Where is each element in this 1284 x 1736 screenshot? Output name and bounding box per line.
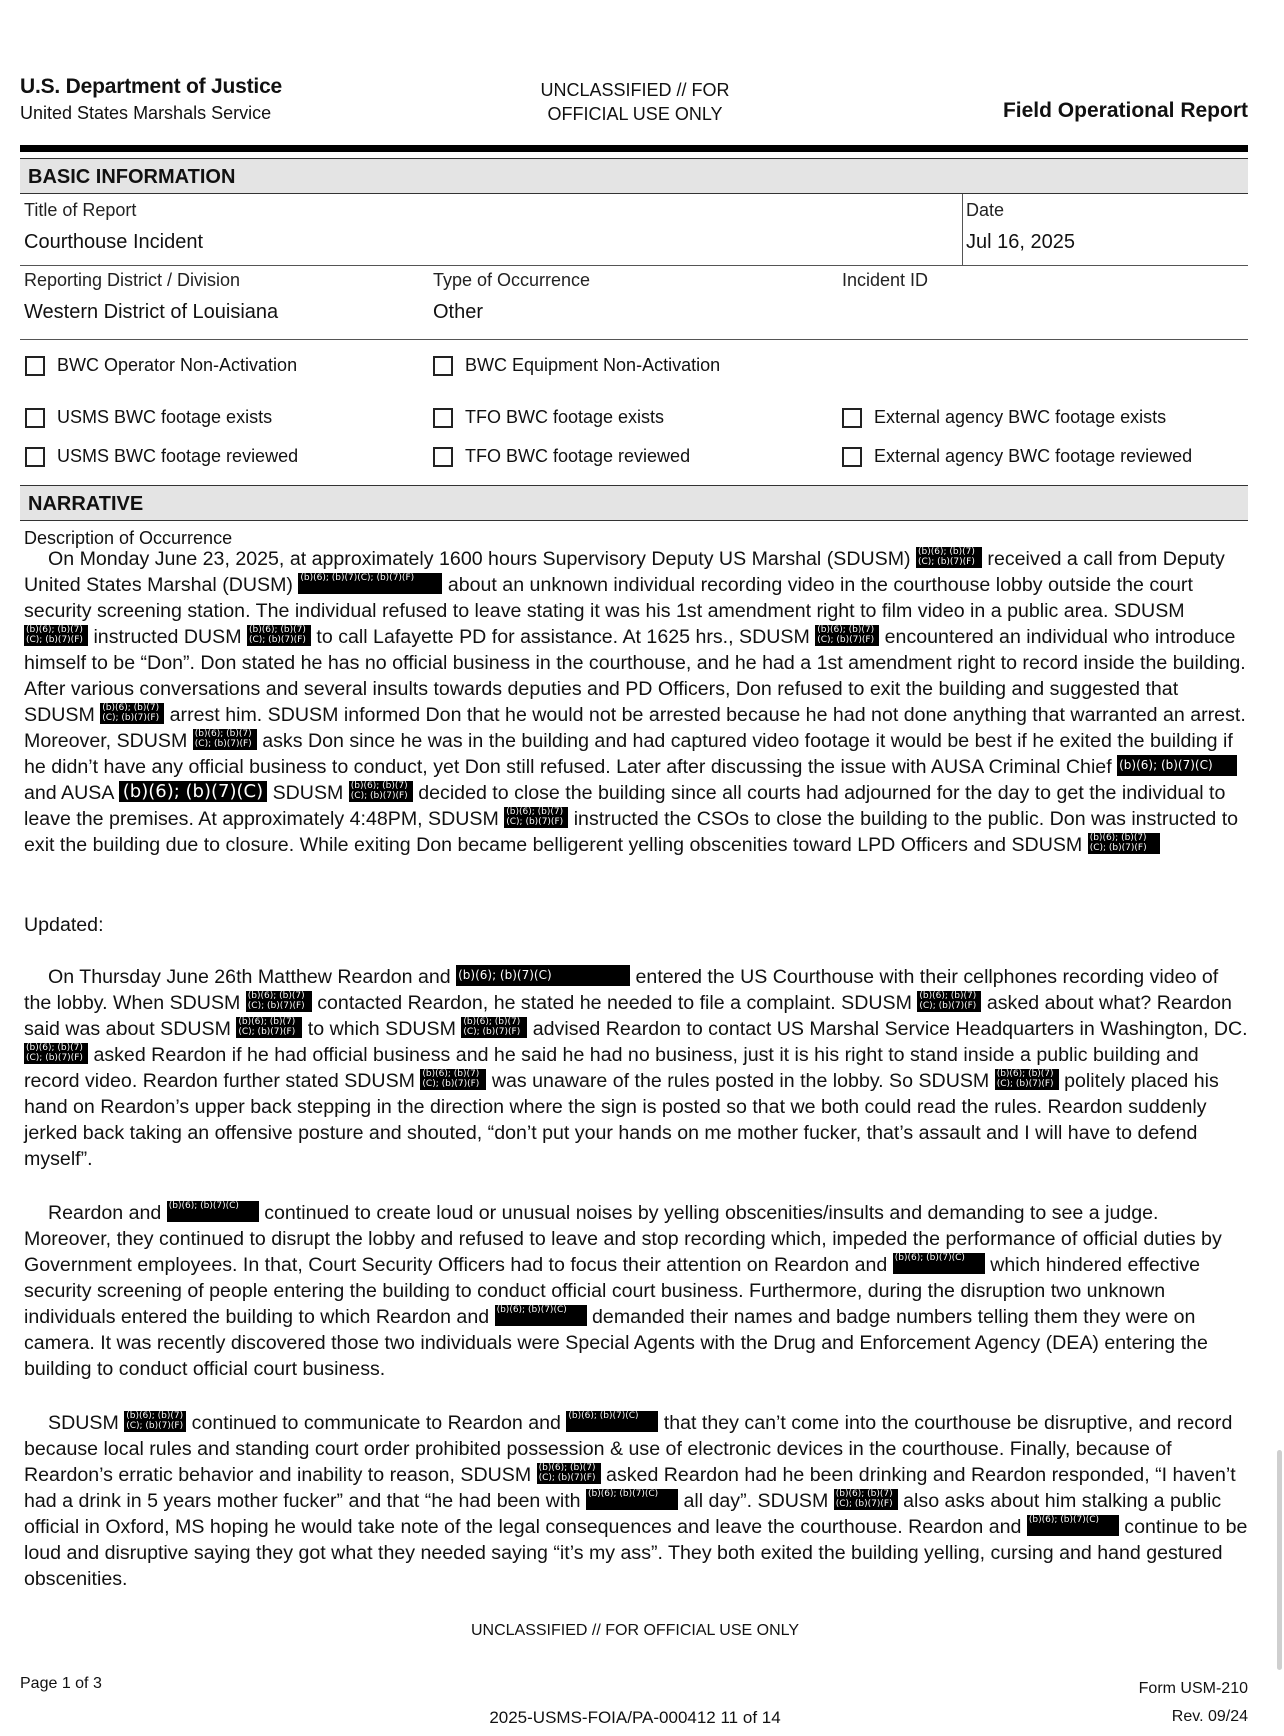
- redaction-block: (b)(6); (b)(7)(C); (b)(7)(F): [124, 1411, 186, 1432]
- narrative-text: that they can’t come into the courthouse be disruptive, and record because local rules and standing court order prohibited possession & use of electronic devices in the courthouse. Finally, because of Reardon’s erratic behavior and inability to reason, SDUSM: [24, 1412, 1233, 1486]
- district-label: Reporting District / Division: [24, 270, 241, 290]
- checkbox-label: TFO BWC footage exists: [465, 407, 665, 427]
- checkbox-bwc-operator-non-activation[interactable]: [25, 355, 297, 376]
- redaction-block: (b)(6); (b)(7)(C); (b)(7)(F): [537, 1463, 601, 1484]
- narrative-paragraph-2: [24, 964, 1250, 1172]
- redaction-block: (b)(6); (b)(7)(C); (b)(7)(F): [298, 573, 442, 594]
- redaction-block: (b)(6); (b)(7)(C); (b)(7)(F): [916, 547, 982, 568]
- district-field: [24, 270, 278, 324]
- checkbox-tfo-bwc-footage-exists[interactable]: [433, 407, 664, 428]
- title-value: Courthouse Incident: [24, 231, 204, 253]
- bates-number: 2025-USMS-FOIA/PA-000412 11 of 14: [489, 1708, 781, 1727]
- narrative-text: contacted Reardon, he stated he needed to file a complaint. SDUSM: [311, 992, 918, 1014]
- narrative-text: and AUSA: [24, 782, 119, 804]
- redaction-block: (b)(6); (b)(7)(C): [495, 1305, 587, 1326]
- redaction-block: (b)(6); (b)(7)(C); (b)(7)(F): [834, 1489, 898, 1510]
- redaction-block: (b)(6); (b)(7)(C); (b)(7)(F): [420, 1069, 486, 1090]
- redaction-block: (b)(6); (b)(7)(C): [893, 1253, 985, 1274]
- checkbox-usms-bwc-footage-exists[interactable]: [25, 407, 272, 428]
- checkbox-label: USMS BWC footage reviewed: [57, 446, 299, 466]
- classification-header: [500, 78, 770, 126]
- checkbox-label: BWC Equipment Non-Activation: [465, 355, 721, 375]
- checkbox-usms-bwc-footage-reviewed[interactable]: [25, 446, 298, 467]
- redaction-block: (b)(6); (b)(7)(C); (b)(7)(F): [100, 703, 164, 724]
- narrative-text: received a call from Deputy United States Marshal (DUSM): [24, 548, 1225, 596]
- narrative-text: about an unknown individual recording video in the courthouse lobby outside the court security screening station. The individual refused to leave stating it was his 1st amendment right to film video in a public area. SDUSM: [24, 574, 1193, 622]
- checkbox-label: TFO BWC footage reviewed: [465, 446, 691, 466]
- checkbox-box[interactable]: [842, 447, 862, 467]
- checkbox-bwc-equipment-non-activation[interactable]: [433, 355, 720, 376]
- checkbox-tfo-bwc-footage-reviewed[interactable]: [433, 446, 690, 467]
- redaction-block: (b)(6); (b)(7)(C): [1027, 1515, 1119, 1536]
- redaction-block: (b)(6); (b)(7)(C): [456, 965, 630, 986]
- narrative-text: asked about what? Reardon said was about SDUSM: [24, 992, 1232, 1040]
- narrative-text: which hindered effective security screening of people entering the building to conduct official court business. Furthermore, during the disruption two unknown individuals entered the building to which Reardon and: [24, 1254, 1201, 1328]
- redaction-block: (b)(6); (b)(7)(C); (b)(7)(F): [349, 781, 413, 802]
- narrative-text: SDUSM: [48, 1412, 125, 1434]
- narrative-text: to call Lafayette PD for assistance. At 1625 hrs., SDUSM: [310, 626, 816, 648]
- narrative-text: entered the US Courthouse with their cellphones recording video of the lobby. When SDUSM: [24, 966, 1219, 1014]
- date-label: Date: [966, 200, 1005, 220]
- checkbox-box[interactable]: [433, 356, 453, 376]
- narrative-text: Reardon and: [48, 1202, 167, 1224]
- redaction-block: (b)(6); (b)(7)(C): [167, 1201, 259, 1222]
- checkbox-label: BWC Operator Non-Activation: [57, 355, 298, 375]
- narrative-text: asked Reardon had he been drinking and Reardon responded, “I haven’t had a drink in 5 years mother fucker” and that “he had been with: [24, 1464, 1236, 1512]
- checkbox-box[interactable]: [842, 408, 862, 428]
- narrative-paragraph-3: [24, 1200, 1250, 1382]
- redaction-block: (b)(6); (b)(7)(C); (b)(7)(F): [1088, 833, 1160, 854]
- redaction-block: (b)(6); (b)(7)(C); (b)(7)(F): [24, 1043, 88, 1064]
- report-type: Field Operational Report: [1002, 99, 1248, 122]
- page-number: Page 1 of 3: [20, 1675, 102, 1692]
- narrative-text: demanded their names and badge numbers telling them they were on camera. It was recently discovered those two individuals were Special Agents with the Drug and Enforcement Agency (DEA) entering the building to conduct official court business.: [24, 1306, 1208, 1380]
- narrative-text: all day”. SDUSM: [678, 1490, 834, 1512]
- occurrence-label: Type of Occurrence: [433, 270, 591, 290]
- narrative-text: continue to be loud and disruptive saying they got what they needed saying “it’s my ass”. They both exited the building yelling, cursing and hand gestured obscenities.: [24, 1516, 1248, 1590]
- redaction-block: (b)(6); (b)(7)(C): [119, 781, 267, 802]
- narrative-text: On Monday June 23, 2025, at approximately 1600 hours Supervisory Deputy US Marshal (SDUSM): [48, 548, 916, 570]
- narrative-text: politely placed his hand on Reardon’s upper back stepping in the direction where the sign is posted so that we both could read the rules. Reardon suddenly jerked back taking an offensive posture and shouted, “don’t put your hands on me mother fucker, that’s assault and I will have to defend myself”.: [24, 1070, 1219, 1170]
- narrative-text: advised Reardon to contact US Marshal Service Headquarters in Washington, DC.: [527, 1018, 1248, 1040]
- occurrence-value: Other: [433, 301, 484, 323]
- narrative-text: On Thursday June 26th Matthew Reardon and: [48, 966, 457, 988]
- form-number: Form USM-210: [1138, 1680, 1248, 1697]
- redaction-block: (b)(6); (b)(7)(C); (b)(7)(F): [995, 1069, 1059, 1090]
- redaction-block: (b)(6); (b)(7)(C); (b)(7)(F): [247, 625, 311, 646]
- checkbox-box[interactable]: [25, 356, 45, 376]
- redaction-block: (b)(6); (b)(7)(C): [586, 1489, 678, 1510]
- narrative-text: asks Don since he was in the building and had captured video footage it would be best if he exited the building if he didn’t have any official business to conduct, yet Don still refused. Later after discussing the issue with AUSA Criminal Chief: [24, 730, 1233, 778]
- narrative-text: was unaware of the rules posted in the lobby. So SDUSM: [486, 1070, 995, 1092]
- checkbox-external-bwc-footage-reviewed[interactable]: [842, 446, 1192, 467]
- narrative-text: SDUSM: [267, 782, 349, 804]
- narrative-text: decided to close the building since all courts had adjourned for the day to get the individual to leave the premises. At approximately 4:48PM, SDUSM: [24, 782, 1226, 830]
- redaction-block: (b)(6); (b)(7)(C); (b)(7)(F): [815, 625, 879, 646]
- narrative-text: encountered an individual who introduce himself to be “Don”. Don stated he has no official business in the courthouse, and he had a 1st amendment right to record inside the building. After various conversations and several insults towards deputies and PD Officers, Don refused to exit the building and suggested that SDUSM: [24, 626, 1246, 726]
- row-divider: [20, 265, 1248, 266]
- narrative-text: continued to create loud or unusual noises by yelling obscenities/insults and demanding to see a judge. Moreover, they continued to disrupt the lobby and refused to leave and stop recording which, impeded the performance of official duties by Government employees. In that, Court Security Officers had to focus their attention on Reardon and: [24, 1202, 1222, 1276]
- checkbox-label: USMS BWC footage exists: [57, 407, 273, 427]
- narrative-text: to which SDUSM: [302, 1018, 462, 1040]
- date-value: Jul 16, 2025: [966, 231, 1075, 253]
- narrative-text: continued to communicate to Reardon and: [186, 1412, 567, 1434]
- narrative-paragraph-1: [24, 546, 1250, 858]
- narrative-text: instructed DUSM: [88, 626, 247, 648]
- title-field: [24, 200, 203, 254]
- narrative-text: instructed the CSOs to close the building to the public. Don was instructed to exit the building due to closure. While exiting Don became belligerent yelling obscenities toward LPD Officers and SDUSM: [24, 808, 1239, 856]
- date-field: [966, 200, 1075, 254]
- incident-id-field: [842, 270, 928, 301]
- redaction-block: (b)(6); (b)(7)(C); (b)(7)(F): [24, 625, 88, 646]
- classification-line-2: OFFICIAL USE ONLY: [547, 104, 723, 124]
- checkbox-label: External agency BWC footage reviewed: [874, 446, 1193, 466]
- redaction-block: (b)(6); (b)(7)(C): [1117, 755, 1237, 776]
- redaction-block: (b)(6); (b)(7)(C); (b)(7)(F): [236, 1017, 302, 1038]
- redaction-block: (b)(6); (b)(7)(C): [566, 1411, 658, 1432]
- narrative-paragraph-4: [24, 1410, 1250, 1592]
- occurrence-field: [433, 270, 590, 324]
- district-value: Western District of Louisiana: [24, 301, 279, 323]
- row-divider: [20, 339, 1248, 340]
- scrollbar[interactable]: [1277, 1450, 1282, 1670]
- checkbox-box[interactable]: [25, 408, 45, 428]
- footer-classification: UNCLASSIFIED // FOR OFFICIAL USE ONLY: [470, 1622, 800, 1639]
- narrative-text: also asks about him stalking a public official in Oxford, MS hoping he would take note of the legal consequences and leave the courthouse. Reardon and: [24, 1490, 1222, 1538]
- agency-block: [20, 75, 282, 124]
- narrative-text: asked Reardon if he had official business and he said he had no business, just it is his right to stand inside a public building and record video. Reardon further stated SDUSM: [24, 1044, 1199, 1092]
- redaction-block: (b)(6); (b)(7)(C); (b)(7)(F): [246, 991, 312, 1012]
- checkbox-box[interactable]: [433, 447, 453, 467]
- redaction-block: (b)(6); (b)(7)(C); (b)(7)(F): [917, 991, 981, 1012]
- checkbox-label: External agency BWC footage exists: [874, 407, 1167, 427]
- redaction-block: (b)(6); (b)(7)(C); (b)(7)(F): [461, 1017, 527, 1038]
- form-revision: Rev. 09/24: [1171, 1708, 1248, 1725]
- incident-id-label: Incident ID: [842, 270, 929, 290]
- service-name: United States Marshals Service: [20, 103, 272, 123]
- redaction-block: (b)(6); (b)(7)(C); (b)(7)(F): [504, 807, 568, 828]
- narrative-text: arrest him. SDUSM informed Don that he would not be arrested because he had not done anything that warranted an arrest. Moreover, SDUSM: [24, 704, 1246, 752]
- description-label: Description of Occurrence: [24, 528, 233, 548]
- narrative-heading: NARRATIVE: [20, 485, 1248, 521]
- checkbox-box[interactable]: [25, 447, 45, 467]
- redaction-block: (b)(6); (b)(7)(C); (b)(7)(F): [193, 729, 257, 750]
- checkbox-box[interactable]: [433, 408, 453, 428]
- agency-name: U.S. Department of Justice: [20, 75, 283, 98]
- title-label: Title of Report: [24, 200, 137, 220]
- checkbox-external-bwc-footage-exists[interactable]: [842, 407, 1166, 428]
- date-divider: [962, 194, 963, 266]
- header-rule: [20, 145, 1248, 152]
- updated-label: Updated:: [24, 914, 104, 936]
- classification-line-1: UNCLASSIFIED // FOR: [540, 80, 730, 100]
- basic-information-heading: BASIC INFORMATION: [20, 158, 1248, 194]
